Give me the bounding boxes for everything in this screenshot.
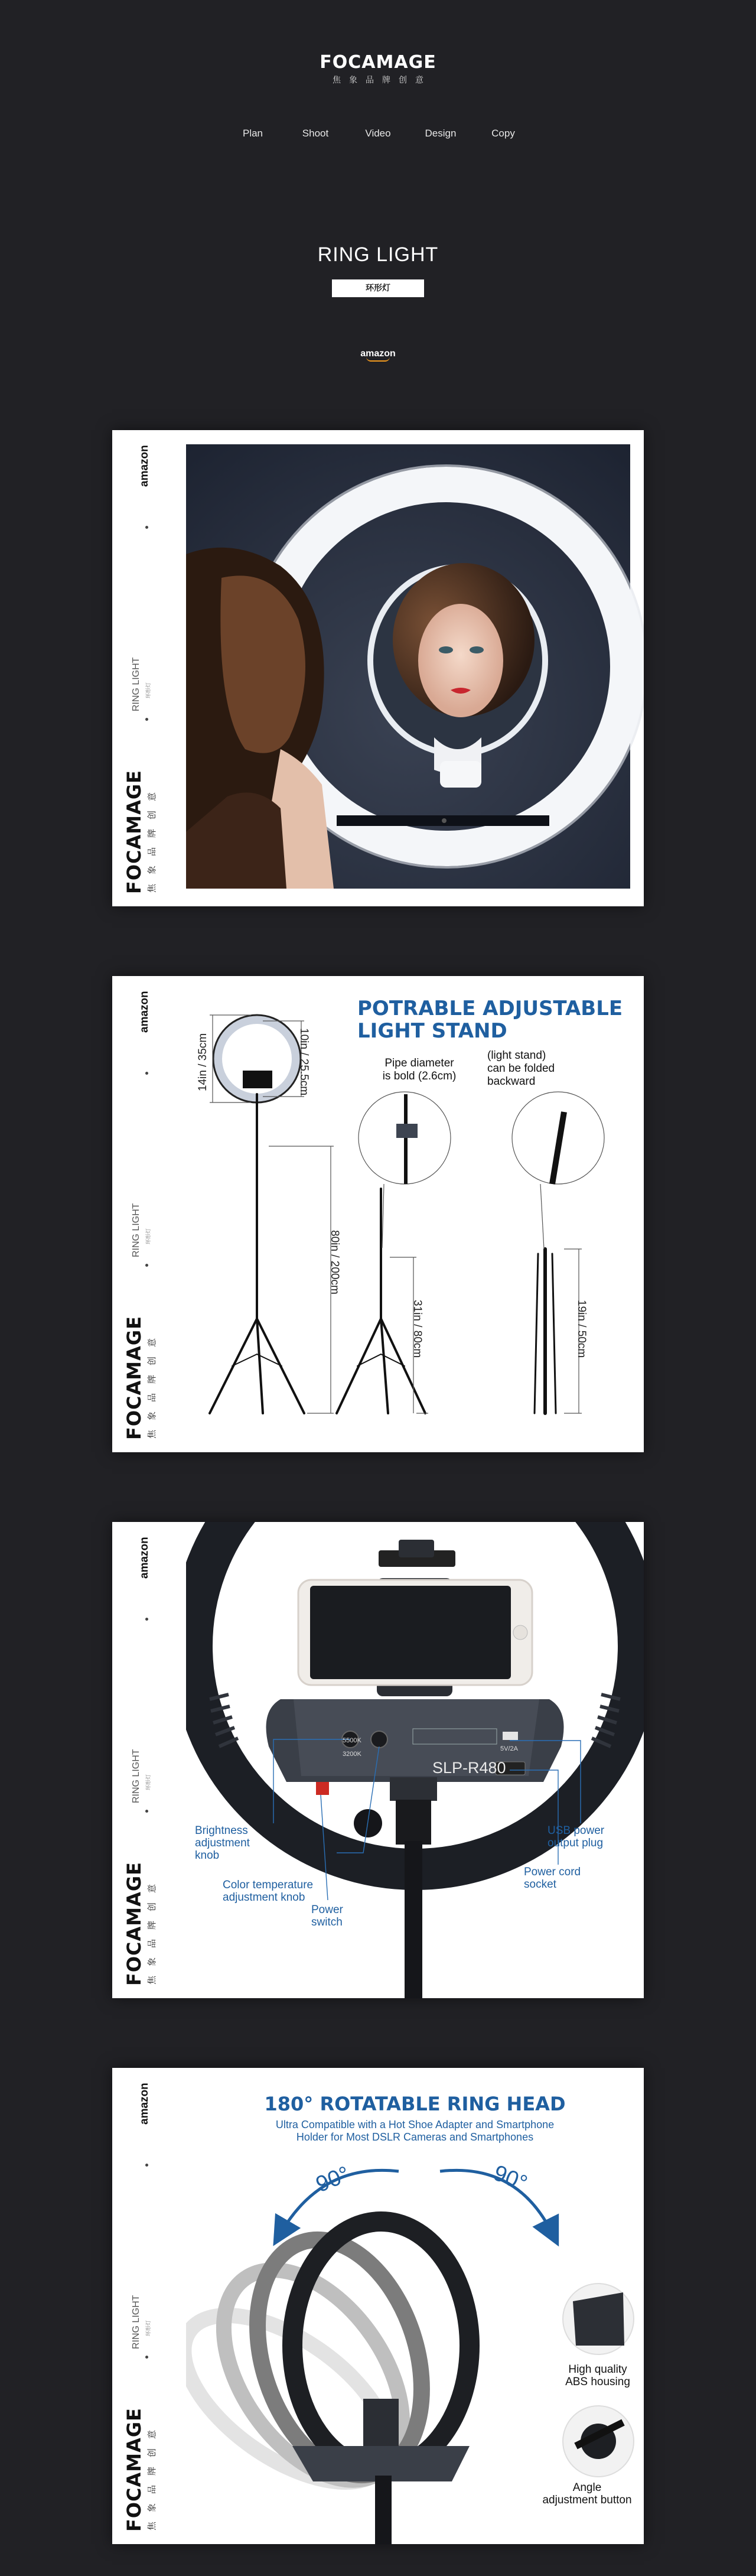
panel-sidebar <box>112 2068 186 2544</box>
sidebar-amazon-text: amazon <box>138 991 151 1033</box>
nav-design[interactable]: Design <box>425 128 457 139</box>
housing-label-line2: ABS housing <box>565 2376 630 2388</box>
sidebar-dot <box>145 718 148 721</box>
sidebar-amazon-text: amazon <box>138 2083 151 2125</box>
sidebar-brand-cn: 焦象品牌创意 <box>146 1328 157 1439</box>
sidebar-dot <box>145 2164 148 2167</box>
nav-video[interactable]: Video <box>365 128 391 139</box>
dim-min: 31in / 80cm <box>411 1300 423 1358</box>
housing-label <box>543 2363 644 2388</box>
sidebar-brand-en: FOCAMAGE <box>123 2407 145 2532</box>
color-temp-knob-label-line1: Color temperature <box>223 1879 314 1891</box>
model-number: SLP-R480 <box>432 1759 506 1777</box>
sidebar-amazon <box>138 445 156 493</box>
page-title: RING LIGHT <box>317 243 439 266</box>
sidebar-brand-cn: 焦象品牌创意 <box>146 1874 157 1985</box>
sidebar-product-cn: 环形灯 <box>146 1774 152 1790</box>
power-cord-label-line1: Power cord <box>524 1866 581 1878</box>
power-cord-label-line2: socket <box>524 1878 556 1891</box>
sidebar-brand <box>123 1307 164 1446</box>
sidebar-brand-en: FOCAMAGE <box>123 1861 145 1986</box>
brand-name-cn: 焦象品牌创意 <box>333 76 432 85</box>
brightness-knob-label-line1: Brightness <box>195 1824 248 1837</box>
temp-lo-label: 3200K <box>343 1751 361 1758</box>
rotation-diagram <box>186 2068 644 2544</box>
hero-image <box>186 430 644 906</box>
rotation-subheading-line1: Ultra Compatible with a Hot Shoe Adapter and Smartphone <box>275 2119 555 2131</box>
dim-total: 80in / 200cm <box>328 1230 341 1294</box>
color-temp-knob-label-line2: adjustment knob <box>223 1891 305 1904</box>
panel-sidebar <box>112 1522 186 1998</box>
brand-logo[interactable] <box>0 52 756 86</box>
sidebar-brand <box>123 1853 164 1992</box>
sidebar-amazon-text: amazon <box>138 445 151 487</box>
sidebar-dot <box>145 1072 148 1075</box>
sidebar-amazon <box>138 991 156 1039</box>
amazon-wordmark: amazon <box>360 349 396 359</box>
sidebar-brand-en: FOCAMAGE <box>123 769 145 894</box>
sidebar-dot <box>145 1810 148 1813</box>
nav-copy[interactable]: Copy <box>491 128 515 139</box>
angle-button-label <box>531 2481 643 2506</box>
sidebar-brand-cn: 焦象品牌创意 <box>146 2420 157 2531</box>
rotation-heading: 180° ROTATABLE RING HEAD <box>264 2093 566 2115</box>
pipe-note-line2: is bold (2.6cm) <box>382 1070 457 1082</box>
sidebar-product-cn: 环形灯 <box>146 2320 152 2336</box>
panel-sidebar <box>112 976 186 1452</box>
sidebar-brand <box>123 761 164 900</box>
angle-left-label: 90° <box>312 2161 354 2198</box>
brand-name: FOCAMAGE <box>320 52 436 73</box>
rotation-subheading-line2: Holder for Most DSLR Cameras and Smartphones <box>296 2131 534 2143</box>
sidebar-dot <box>145 1264 148 1267</box>
angle-button-label-line2: adjustment button <box>542 2494 632 2506</box>
dim-folded: 19in / 50cm <box>575 1300 588 1358</box>
sidebar-product <box>131 1186 155 1269</box>
dim-ring-outer: 14in / 35cm <box>197 1033 209 1091</box>
stand-diagram <box>186 976 644 1452</box>
sidebar-product-en: RING LIGHT <box>131 1203 141 1257</box>
sidebar-amazon <box>138 2083 156 2131</box>
usb-tag: 5V/2A <box>500 1745 518 1752</box>
panel-sidebar <box>112 430 186 906</box>
amazon-logo <box>0 349 756 362</box>
usb-output-label-line2: output plug <box>548 1837 604 1849</box>
sidebar-product <box>131 640 155 723</box>
housing-label-line1: High quality <box>568 2363 627 2376</box>
panel-rotation <box>112 2068 644 2544</box>
brightness-knob-label-line3: knob <box>195 1849 220 1862</box>
power-switch-label <box>311 1904 343 1928</box>
angle-right-label: 90° <box>490 2160 531 2197</box>
usb-output-label-line1: USB power <box>548 1824 605 1837</box>
panel-hero <box>112 430 644 906</box>
rotation-drawing <box>186 2068 644 2544</box>
brightness-knob-label <box>195 1824 250 1862</box>
controls-image <box>186 1522 644 1998</box>
nav-shoot[interactable]: Shoot <box>302 128 329 139</box>
power-switch-label-line2: switch <box>311 1916 343 1928</box>
page-subtitle: 环形灯 <box>332 279 424 297</box>
stand-heading-line1: POTRABLE ADJUSTABLE <box>357 997 623 1020</box>
stand-drawing <box>186 976 644 1452</box>
sidebar-product <box>131 2278 155 2361</box>
sidebar-product-cn: 环形灯 <box>146 682 152 698</box>
usb-output-label <box>548 1824 604 1849</box>
power-cord-label <box>524 1866 581 1891</box>
angle-button-label-line1: Angle <box>572 2481 602 2494</box>
hero-photo <box>186 430 644 906</box>
fold-note-line3: backward <box>487 1075 536 1088</box>
sidebar-brand-cn: 焦象品牌创意 <box>146 782 157 893</box>
fold-note-line2: can be folded <box>487 1062 555 1075</box>
sidebar-product <box>131 1732 155 1815</box>
sidebar-amazon-text: amazon <box>138 1537 151 1579</box>
sidebar-brand-en: FOCAMAGE <box>123 1315 145 1440</box>
dim-ring-inner: 10in / 25.5cm <box>298 1028 310 1096</box>
color-temp-knob-label <box>223 1879 313 1904</box>
panel-controls <box>112 1522 644 1998</box>
temp-hi-label: 5500K <box>343 1737 361 1744</box>
sidebar-amazon <box>138 1537 156 1585</box>
stand-heading-line2: LIGHT STAND <box>357 1019 507 1043</box>
sidebar-brand <box>123 2399 164 2538</box>
power-switch-label-line1: Power <box>311 1904 343 1916</box>
panel-stand <box>112 976 644 1452</box>
sidebar-dot <box>145 2356 148 2359</box>
main-nav <box>0 128 756 139</box>
pipe-note-line1: Pipe diameter <box>384 1057 454 1069</box>
nav-plan[interactable]: Plan <box>242 128 263 139</box>
sidebar-dot <box>145 1618 148 1621</box>
fold-note-line1: (light stand) <box>487 1049 546 1062</box>
brightness-knob-label-line2: adjustment <box>195 1837 250 1849</box>
sidebar-product-en: RING LIGHT <box>131 1749 141 1803</box>
control-panel-photo <box>186 1522 644 1998</box>
sidebar-product-cn: 环形灯 <box>146 1228 152 1244</box>
sidebar-product-en: RING LIGHT <box>131 657 141 711</box>
sidebar-product-en: RING LIGHT <box>131 2295 141 2349</box>
sidebar-dot <box>145 526 148 529</box>
